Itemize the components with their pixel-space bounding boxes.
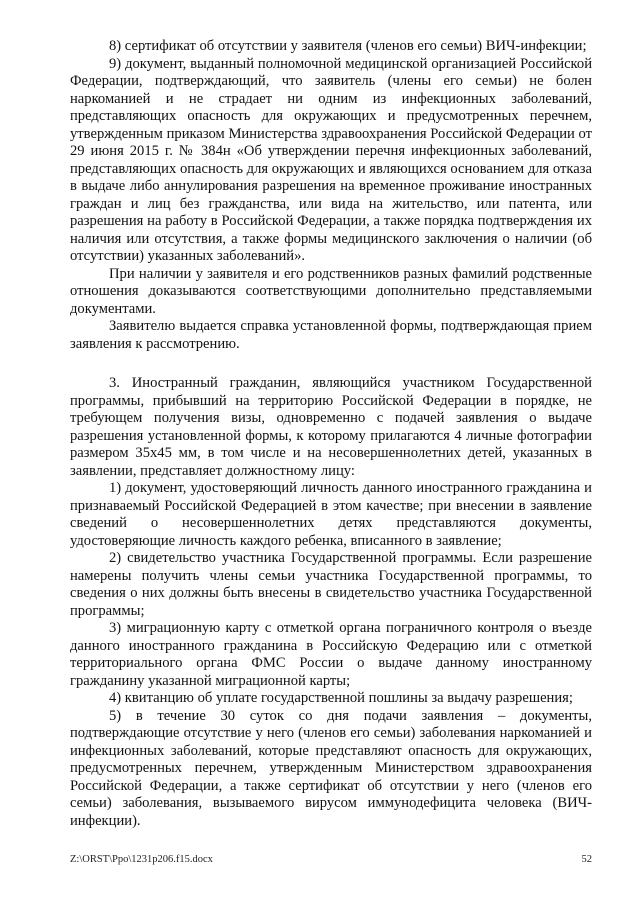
paragraph-gap	[70, 353, 592, 375]
paragraph-sub-4: 4) квитанцию об уплате государственной пошлины за выдачу разрешения;	[109, 690, 573, 706]
document-body	[70, 38, 592, 830]
footer-file-path: Z:\ORST\Ppo\1231p206.f15.docx	[70, 854, 213, 865]
paragraph-surnames: При наличии у заявителя и его родственников разных фамилий родственные отношения доказываются соответствующими дополнительно представляемыми документами.	[70, 265, 592, 317]
paragraph-receipt: Заявителю выдается справка установленной формы, подтверждающая прием заявления к рассмотрению.	[70, 318, 592, 352]
paragraph-sub-2: 2) свидетельство участника Государственной программы. Если разрешение намерены получить члены семьи участника Государственной программы, то сведения о них должны быть внесены в свидетельство участника Государственной программы;	[70, 550, 592, 619]
paragraph-item-8: 8) сертификат об отсутствии у заявителя (членов его семьи) ВИЧ-инфекции;	[109, 38, 587, 54]
paragraph-sub-5: 5) в течение 30 суток со дня подачи заявления – документы, подтверждающие отсутствие у него (членов его семьи) заболевания наркоманией и инфекционных заболеваний, которые представляют опасность для окружающих, предусмотренных перечнем, утвержденным Министерством здравоохранения Российской Федерации, а также сертификат об отсутствии у него (членов его семьи) заболевания, вызываемого вирусом иммунодефицита человека (ВИЧ-инфекции).	[70, 707, 592, 829]
paragraph-section-3: 3. Иностранный гражданин, являющийся участником Государственной программы, прибывший на территорию Российской Федерации в порядке, не требующем получения визы, одновременно с подачей заявления о выдаче разрешения установленной формы, к которому прилагаются 4 личные фотографии размером 35x45 мм, в том числе и на несовершеннолетних детей, указанных в заявлении, представляет должностному лицу:	[70, 375, 592, 479]
footer-page-number: 52	[581, 854, 592, 865]
paragraph-sub-3: 3) миграционную карту с отметкой органа пограничного контроля о въезде данного иностранного гражданина в Российскую Федерацию или с отметкой территориального органа ФМС России о выдаче данному иностранному гражданину указанной миграционной карты;	[70, 620, 592, 689]
paragraph-item-9: 9) документ, выданный полномочной медицинской организацией Российской Федерации, подтверждающий, что заявитель (члены его семьи) не болен наркоманией и не страдает ни одним из инфекционных заболеваний, представляющих опасность для окружающих и предусмотренных перечнем, утвержденным приказом Министерства здравоохранения Российской Федерации от 29 июня 2015 г. № 384н «Об утверждении перечня инфекционных заболеваний, представляющих опасность для окружающих и являющихся основанием для отказа в выдаче либо аннулирования разрешения на временное проживание иностранных граждан и лиц без гражданства, или вида на жительство, или патента, или разрешения на работу в Российской Федерации, а также порядка подтверждения их наличия или отсутствия, а также формы медицинского заключения о наличии (об отсутствии) указанных заболеваний».	[70, 55, 592, 264]
paragraph-sub-1: 1) документ, удостоверяющий личность данного иностранного гражданина и признаваемый Российской Федерацией в этом качестве; при внесении в заявление сведений о несовершеннолетних детях представляются документы, удостоверяющие личность каждого ребенка, вписанного в заявление;	[70, 480, 592, 549]
